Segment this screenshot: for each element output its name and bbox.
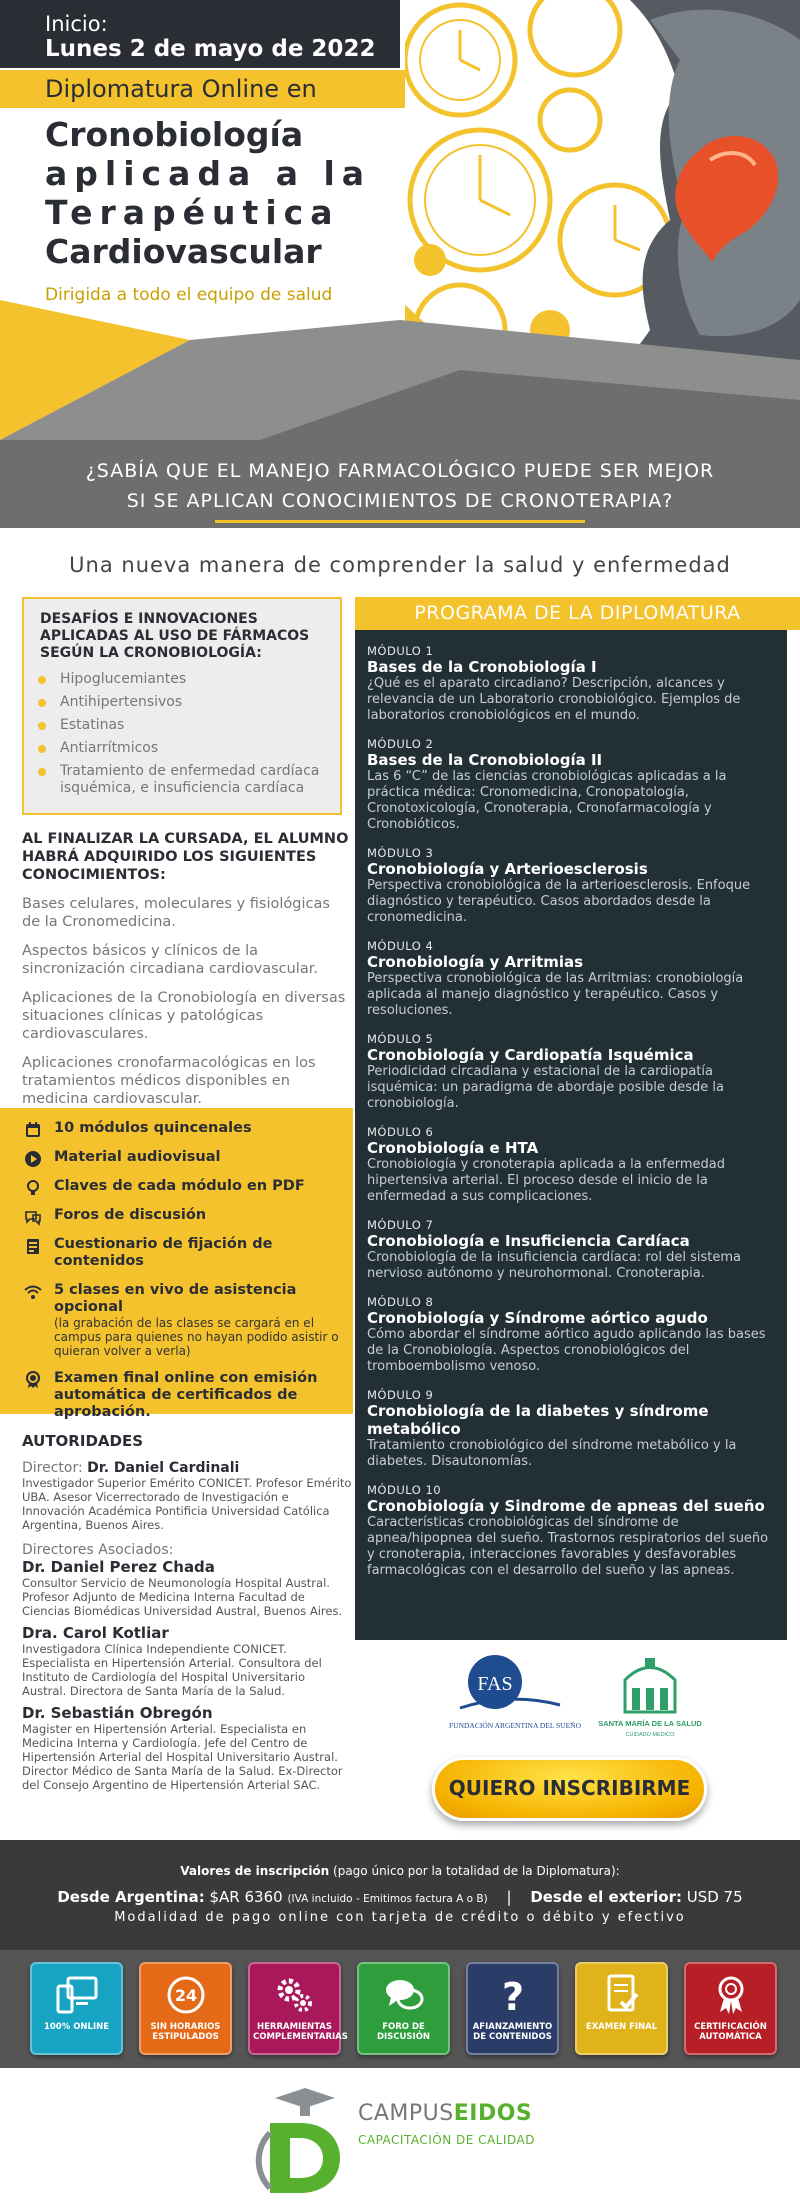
- feature-note: (la grabación de las clases se cargará en el campus para quienes no hayan podido asistir o quieran volver a verla): [54, 1316, 339, 1358]
- fas-logo: [449, 1655, 582, 1730]
- module-desc: Cómo abordar el síndrome aórtico agudo aplicando las bases de la Cronobiología. Aspectos cronobiológicos del tromboembolismo venoso.: [367, 1327, 766, 1374]
- pricing-heading-bold: Valores de inscripción: [180, 1864, 330, 1878]
- fas-name: FUNDACIÓN ARGENTINA DEL SUEÑO: [448, 1721, 582, 1730]
- module-title: Cronobiología e Insuficiencia Cardíaca: [367, 1232, 690, 1250]
- module-number: MÓDULO 2: [367, 737, 434, 751]
- feature-item: [24, 1149, 353, 1166]
- exam-icon: [599, 1972, 645, 2018]
- feature-tiles: [0, 1950, 800, 2068]
- tile-label: AFIANZAMIENTO DE CONTENIDOS: [472, 2022, 553, 2042]
- feature-label: 5 clases en vivo de asistencia opcional: [54, 1282, 297, 1315]
- price-ext-value: USD 75: [681, 1888, 743, 1906]
- module-title: Cronobiología y Sindrome de apneas del sueño: [367, 1497, 765, 1515]
- start-date-band: [0, 0, 400, 68]
- module-desc: Las 6 “C” de las ciencias cronobiológicas aplicadas a la práctica médica: Cronomedicina, Cronopatología, Cronotoxicología, Cronoterapia, Cronofarmacología y Cronobióticos.: [367, 769, 727, 832]
- feature-item: [24, 1370, 353, 1421]
- challenge-item: Hipoglucemiantes: [38, 668, 326, 691]
- module-desc: Perspectiva cronobiológica de la arterioesclerosis. Enfoque diagnóstico y terapéutico. Casos abordados desde la cronomedicina.: [367, 878, 751, 925]
- tile-label: CERTIFICACIÓN AUTOMÁTICA: [694, 2022, 767, 2042]
- fas-abbr: FAS: [477, 1673, 513, 1695]
- program-type-band: Diplomatura Online en: [0, 70, 405, 108]
- award-icon: [708, 1972, 754, 2018]
- title-line-3: Terapéutica: [45, 193, 340, 232]
- smds-name: SANTA MARÍA DE LA SALUD: [598, 1719, 702, 1728]
- director-line: [22, 1460, 352, 1476]
- start-date: Lunes 2 de mayo de 2022: [45, 36, 376, 62]
- module-title: Cronobiología y Arritmias: [367, 953, 584, 971]
- clock-24-icon: [163, 1972, 209, 2018]
- feature-label: Foros de discusión: [54, 1207, 207, 1223]
- tile-tools: [248, 1962, 348, 2055]
- tile-online: [30, 1962, 123, 2055]
- feature-label: Claves de cada módulo en PDF: [54, 1178, 305, 1194]
- module-desc: Tratamiento cronobiológico del síndrome metabólico y la diabetes. Disautonomías.: [367, 1438, 737, 1469]
- associate-desc: Investigadora Clínica Independiente CONICET. Especialista en Hipertensión Arterial. Consultora del Instituto de Cardiología del Hospital Universitario Austral. Directora de Santa María de la Salud.: [22, 1642, 322, 1698]
- authorities-section: [22, 1432, 352, 1792]
- director-name: Dr. Daniel Cardinali: [87, 1460, 240, 1476]
- calendar-icon: [24, 1121, 42, 1139]
- challenge-item: Estatinas: [38, 714, 326, 737]
- associate-name: Dr. Daniel Perez Chada: [22, 1558, 215, 1576]
- module-title: Bases de la Cronobiología I: [367, 658, 597, 676]
- svg-text:?: ?: [501, 1975, 524, 2018]
- question-line-1: ¿SABÍA QUE EL MANEJO FARMACOLÓGICO PUEDE SER MEJOR: [85, 460, 715, 482]
- outcomes-heading: AL FINALIZAR LA CURSADA, EL ALUMNO HABRÁ ADQUIRIDO LOS SIGUIENTES CONOCIMIENTOS:: [22, 831, 349, 883]
- module-desc: Cronobiología de la insuficiencia cardíaca: rol del sistema nervioso autónomo y neurohormonal. Cronoterapia.: [367, 1250, 741, 1281]
- associate-desc: Consultor Servicio de Neumonología Hospital Austral. Profesor Adjunto de Medicina Interna Facultad de Ciencias Biomédicas Universidad Austral, Buenos Aires.: [22, 1576, 343, 1618]
- pricing-line: [0, 1888, 800, 1906]
- partner-logos: [440, 1650, 800, 1750]
- hero-banner: [0, 0, 800, 440]
- challenge-item: Antihipertensivos: [38, 691, 326, 714]
- tile-label: HERRAMIENTAS COMPLEMENTARIAS: [253, 2022, 348, 2042]
- question-line-2: SI SE APLICAN CONOCIMIENTOS DE CRONOTERAPIA?: [126, 490, 674, 512]
- program-modules: [355, 630, 787, 1640]
- pricing-heading-rest: (pago único por la totalidad de la Diplomatura):: [329, 1864, 620, 1878]
- hero-text-panel: [0, 0, 405, 350]
- module-number: MÓDULO 5: [367, 1032, 434, 1046]
- question-underline: [215, 520, 585, 523]
- start-label: Inicio:: [45, 12, 108, 36]
- module-number: MÓDULO 3: [367, 846, 434, 860]
- payment-methods: Modalidad de pago online con tarjeta de crédito o débito y efectivo: [114, 1910, 686, 1925]
- tile-label: SIN HORARIOS ESTIPULADOS: [150, 2022, 221, 2042]
- feature-label: Material audiovisual: [54, 1149, 221, 1165]
- module-title: Cronobiología e HTA: [367, 1139, 539, 1157]
- tile-exam: [575, 1962, 668, 2055]
- price-arg-label: Desde Argentina:: [57, 1888, 205, 1906]
- module-item: [367, 1483, 775, 1579]
- module-title: Cronobiología y Síndrome aórtico agudo: [367, 1309, 708, 1327]
- campus-eidos-logo-icon: [255, 2088, 355, 2198]
- brand-part-a: CAMPUS: [358, 2101, 454, 2126]
- feature-item: [24, 1236, 353, 1270]
- authorities-heading: AUTORIDADES: [22, 1432, 144, 1450]
- tile-forum: [357, 1962, 450, 2055]
- director-desc: Investigador Superior Emérito CONICET. Profesor Emérito UBA. Asesor Vicerrectorado de Investigación e Innovación Académica Pontificia Universidad Católica Argentina, Buenos Aires.: [22, 1476, 352, 1532]
- module-item: [367, 1218, 775, 1282]
- outcome-item: Aplicaciones cronofarmacológicas en los tratamientos médicos disponibles en medicina cardiovascular.: [22, 1055, 316, 1107]
- wifi-icon: [24, 1283, 42, 1301]
- module-item: [367, 846, 775, 926]
- challenge-item: Tratamiento de enfermedad cardíaca isquémica, e insuficiencia cardíaca: [38, 760, 326, 800]
- program-heading: PROGRAMA DE LA DIPLOMATURA: [355, 597, 800, 630]
- feature-item: [24, 1178, 353, 1195]
- title-line-1: Cronobiología: [45, 115, 304, 154]
- feature-label: 10 módulos quincenales: [54, 1120, 252, 1136]
- feature-label: Cuestionario de fijación de contenidos: [54, 1236, 273, 1269]
- question-icon: [490, 1972, 536, 2018]
- tile-label: 100% ONLINE: [43, 2022, 110, 2032]
- module-number: MÓDULO 10: [367, 1483, 442, 1497]
- module-title: Cronobiología y Arterioesclerosis: [367, 860, 648, 878]
- outcome-item: Aplicaciones de la Cronobiología en diversas situaciones clínicas y patológicas cardiovasculares.: [22, 990, 346, 1042]
- module-item: [367, 1032, 775, 1112]
- tile-certificate: [684, 1962, 777, 2055]
- tile-content: [466, 1962, 559, 2055]
- svg-text:24: 24: [174, 1986, 197, 2005]
- price-arg-value: $AR 6360: [204, 1888, 288, 1906]
- play-icon: [24, 1150, 42, 1168]
- pricing-heading: [0, 1864, 800, 1878]
- challenges-heading: DESAFÍOS E INNOVACIONES APLICADAS AL USO DE FÁRMACOS SEGÚN LA CRONOBIOLOGÍA:: [40, 611, 310, 661]
- audience-subtitle: Dirigida a todo el equipo de salud: [45, 285, 333, 305]
- tile-label: FORO DE DISCUSIÓN: [376, 2022, 431, 2042]
- campus-tagline: CAPACITACIÓN DE CALIDAD: [358, 2133, 535, 2147]
- price-ext-label: Desde el exterior:: [530, 1888, 682, 1906]
- module-number: MÓDULO 1: [367, 644, 434, 658]
- module-desc: Perspectiva cronobiológica de las Arritmias: cronobiología aplicada al manejo diagnóstico y terapéutico. Casos y resoluciones.: [367, 971, 744, 1018]
- module-title: Cronobiología de la diabetes y síndrome metabólico: [367, 1402, 709, 1438]
- clipboard-icon: [24, 1237, 42, 1255]
- module-title: Bases de la Cronobiología II: [367, 751, 603, 769]
- module-item: [367, 737, 775, 833]
- module-number: MÓDULO 9: [367, 1388, 434, 1402]
- module-desc: ¿Qué es el aparato circadiano? Descripción, alcances y relevancia de un Laboratorio cronobiológico. Ejemplos de laboratorios cronobiológicos en el mundo.: [367, 676, 741, 723]
- price-arg-note: (IVA incluido - Emitimos factura A o B): [287, 1893, 488, 1905]
- module-number: MÓDULO 4: [367, 939, 434, 953]
- tile-schedule: [139, 1962, 232, 2055]
- outcome-item: Bases celulares, moleculares y fisiológicas de la Cronomedicina.: [22, 896, 330, 930]
- bulb-icon: [24, 1179, 42, 1197]
- module-item: [367, 1295, 775, 1375]
- title-line-4: Cardiovascular: [45, 232, 322, 271]
- module-item: [367, 939, 775, 1019]
- feature-item: [24, 1282, 353, 1358]
- challenges-box: [22, 597, 342, 815]
- module-item: [367, 1388, 775, 1470]
- question-band: [0, 440, 800, 528]
- page-title: [45, 115, 405, 271]
- module-title: Cronobiología y Cardiopatía Isquémica: [367, 1046, 694, 1064]
- module-desc: Características cronobiológicas del síndrome de apnea/hipopnea del sueño. Trastornos respiratorios del sueño y cronoterapia, interacciones favorables y desfavorables farmacológicas con el desarrollo del sueño y las apneas.: [367, 1515, 769, 1578]
- director-label: Director:: [22, 1460, 83, 1476]
- associate-name: Dr. Sebastián Obregón: [22, 1704, 213, 1722]
- enroll-button[interactable]: QUIERO INSCRIBIRME: [432, 1757, 707, 1821]
- feature-label: Examen final online con emisión automática de certificados de aprobación.: [54, 1370, 318, 1420]
- features-panel: [0, 1108, 353, 1420]
- price-separator: |: [506, 1888, 512, 1906]
- smds-sub: CUIDADO MEDICO: [625, 1732, 675, 1738]
- module-desc: Periodicidad circadiana y estacional de la cardiopatía isquémica: un paradigma de abordaje posible desde la cronobiología.: [367, 1064, 724, 1111]
- associate-desc: Magister en Hipertensión Arterial. Especialista en Medicina Interna y Cardiología. Jefe del Centro de Hipertensión Arterial del Hospital Universitario Austral. Director Médico de Santa María de la Salud. Ex-Director del Consejo Argentino de Hipertensión Arterial SAC.: [22, 1722, 343, 1792]
- gears-icon: [272, 1972, 318, 2018]
- yellow-accent-shape: [0, 300, 800, 440]
- brand-part-b: EIDOS: [453, 2101, 533, 2126]
- associates-label: Directores Asociados:: [22, 1542, 174, 1558]
- pricing-band: [0, 1840, 800, 1950]
- feature-item: [24, 1207, 353, 1224]
- challenge-item: Antiarrítmicos: [38, 737, 326, 760]
- module-item: [367, 1125, 775, 1205]
- chat-bubbles-icon: [381, 1972, 427, 2018]
- module-number: MÓDULO 7: [367, 1218, 434, 1232]
- santa-maria-logo: [598, 1658, 702, 1738]
- title-line-2: aplicada a la: [45, 154, 372, 193]
- module-desc: Cronobiología y cronoterapia aplicada a la enfermedad hipertensiva arterial. El proceso desde el inicio de la enfermedad a sus complicaciones.: [367, 1157, 725, 1204]
- chat-icon: [24, 1208, 42, 1226]
- module-number: MÓDULO 6: [367, 1125, 434, 1139]
- tile-label: EXAMEN FINAL: [585, 2022, 658, 2032]
- outcome-item: Aspectos básicos y clínicos de la sincronización circadiana cardiovascular.: [22, 943, 318, 977]
- module-item: [367, 644, 775, 724]
- challenges-list: [38, 668, 326, 800]
- tagline: Una nueva manera de comprender la salud y enfermedad: [69, 553, 731, 577]
- associate-name: Dra. Carol Kotliar: [22, 1624, 169, 1642]
- certificate-icon: [24, 1371, 42, 1389]
- devices-icon: [54, 1972, 100, 2018]
- module-number: MÓDULO 8: [367, 1295, 434, 1309]
- campus-brand: [358, 2101, 532, 2126]
- feature-item: [24, 1120, 353, 1137]
- outcomes-section: [22, 830, 352, 1108]
